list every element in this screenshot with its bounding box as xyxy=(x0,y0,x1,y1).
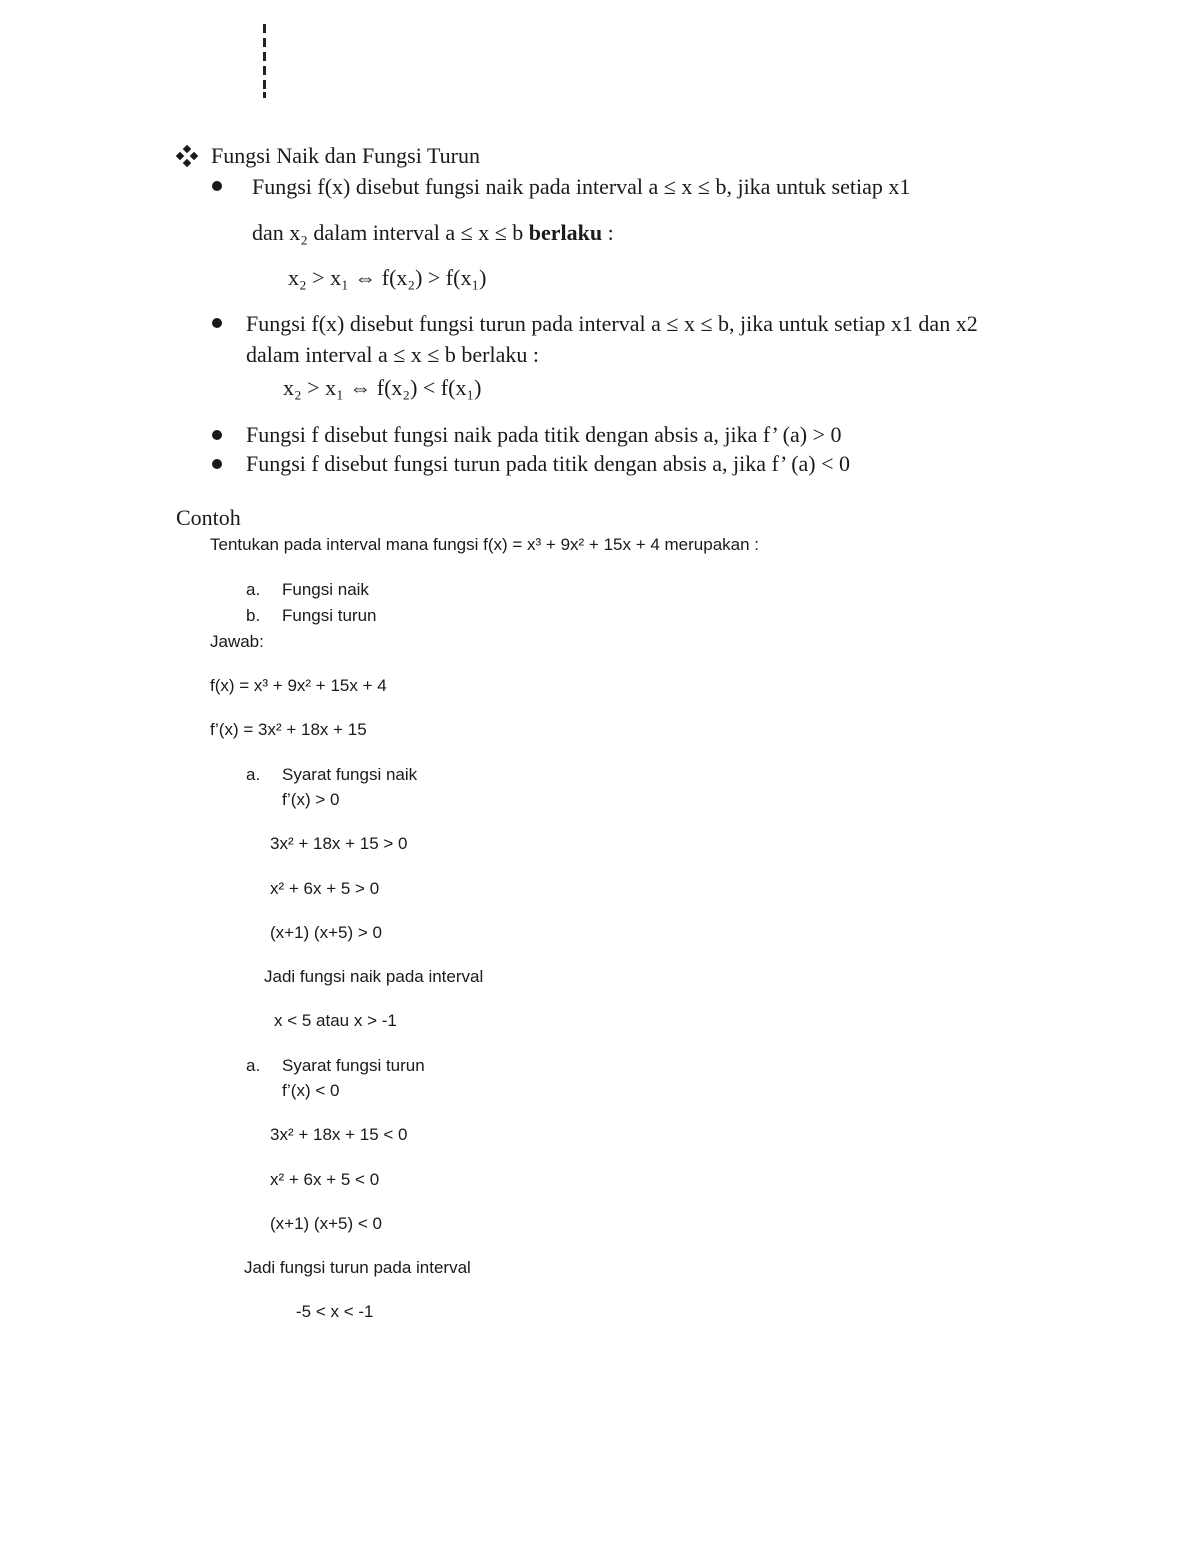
option-b-marker: b. xyxy=(246,606,261,625)
turun-step-3: x² + 6x + 5 < 0 xyxy=(270,1170,380,1189)
example-question: Tentukan pada interval mana fungsi f(x) = x³ + 9x² + 15x + 4 merupakan : xyxy=(210,535,760,554)
bullet-icon xyxy=(212,318,222,328)
bullet-2-line-2: dalam interval a ≤ x ≤ b berlaku : xyxy=(246,342,539,367)
turun-marker: a. xyxy=(246,1056,261,1075)
bullet-1-formula: x₂ > x₁ ⇔ f(x₂) > f(x₁) xyxy=(288,265,487,290)
bullet-2-line-1: Fungsi f(x) disebut fungsi turun pada interval a ≤ x ≤ b, jika untuk setiap x1 dan x2 xyxy=(246,311,978,336)
bullet-icon xyxy=(212,181,222,191)
function-definition: f(x) = x³ + 9x² + 15x + 4 xyxy=(210,676,387,695)
naik-conclusion: Jadi fungsi naik pada interval xyxy=(264,967,484,986)
section-heading: Fungsi Naik dan Fungsi Turun xyxy=(211,143,480,168)
naik-marker: a. xyxy=(246,765,261,784)
bullet-2-formula: x₂ > x₁ ⇔ f(x₂) < f(x₁) xyxy=(283,375,482,400)
bullet-3: Fungsi f disebut fungsi naik pada titik dengan absis a, jika f’ (a) > 0 xyxy=(246,422,842,447)
turun-step-2: 3x² + 18x + 15 < 0 xyxy=(270,1125,408,1144)
bullet-4: Fungsi f disebut fungsi turun pada titik dengan absis a, jika f’ (a) < 0 xyxy=(246,451,851,476)
turun-result: -5 < x < -1 xyxy=(296,1302,374,1321)
option-a-text: Fungsi naik xyxy=(282,580,369,599)
bullet-1-line-2: dan x₂ dalam interval a ≤ x ≤ b berlaku : xyxy=(252,220,614,245)
option-a-marker: a. xyxy=(246,580,261,599)
bullet-icon xyxy=(212,459,222,469)
turun-step-1: f’(x) < 0 xyxy=(282,1081,340,1100)
naik-result: x < 5 atau x > -1 xyxy=(274,1011,397,1030)
diamond-bullet-icon xyxy=(177,146,197,166)
answer-label: Jawab: xyxy=(210,632,264,651)
bullet-icon xyxy=(212,430,222,440)
naik-step-3: x² + 6x + 5 > 0 xyxy=(270,879,380,898)
turun-conclusion: Jadi fungsi turun pada interval xyxy=(244,1258,471,1277)
naik-step-4: (x+1) (x+5) > 0 xyxy=(270,923,382,942)
naik-step-2: 3x² + 18x + 15 > 0 xyxy=(270,834,408,853)
turun-step-4: (x+1) (x+5) < 0 xyxy=(270,1214,382,1233)
option-b-text: Fungsi turun xyxy=(282,606,377,625)
naik-step-1: f’(x) > 0 xyxy=(282,790,340,809)
bullet-1-line-1: Fungsi f(x) disebut fungsi naik pada interval a ≤ x ≤ b, jika untuk setiap x1 xyxy=(252,174,911,199)
example-title: Contoh xyxy=(176,505,241,530)
naik-title: Syarat fungsi naik xyxy=(282,765,418,784)
turun-title: Syarat fungsi turun xyxy=(282,1056,425,1075)
derivative-definition: f’(x) = 3x² + 18x + 15 xyxy=(210,720,367,739)
